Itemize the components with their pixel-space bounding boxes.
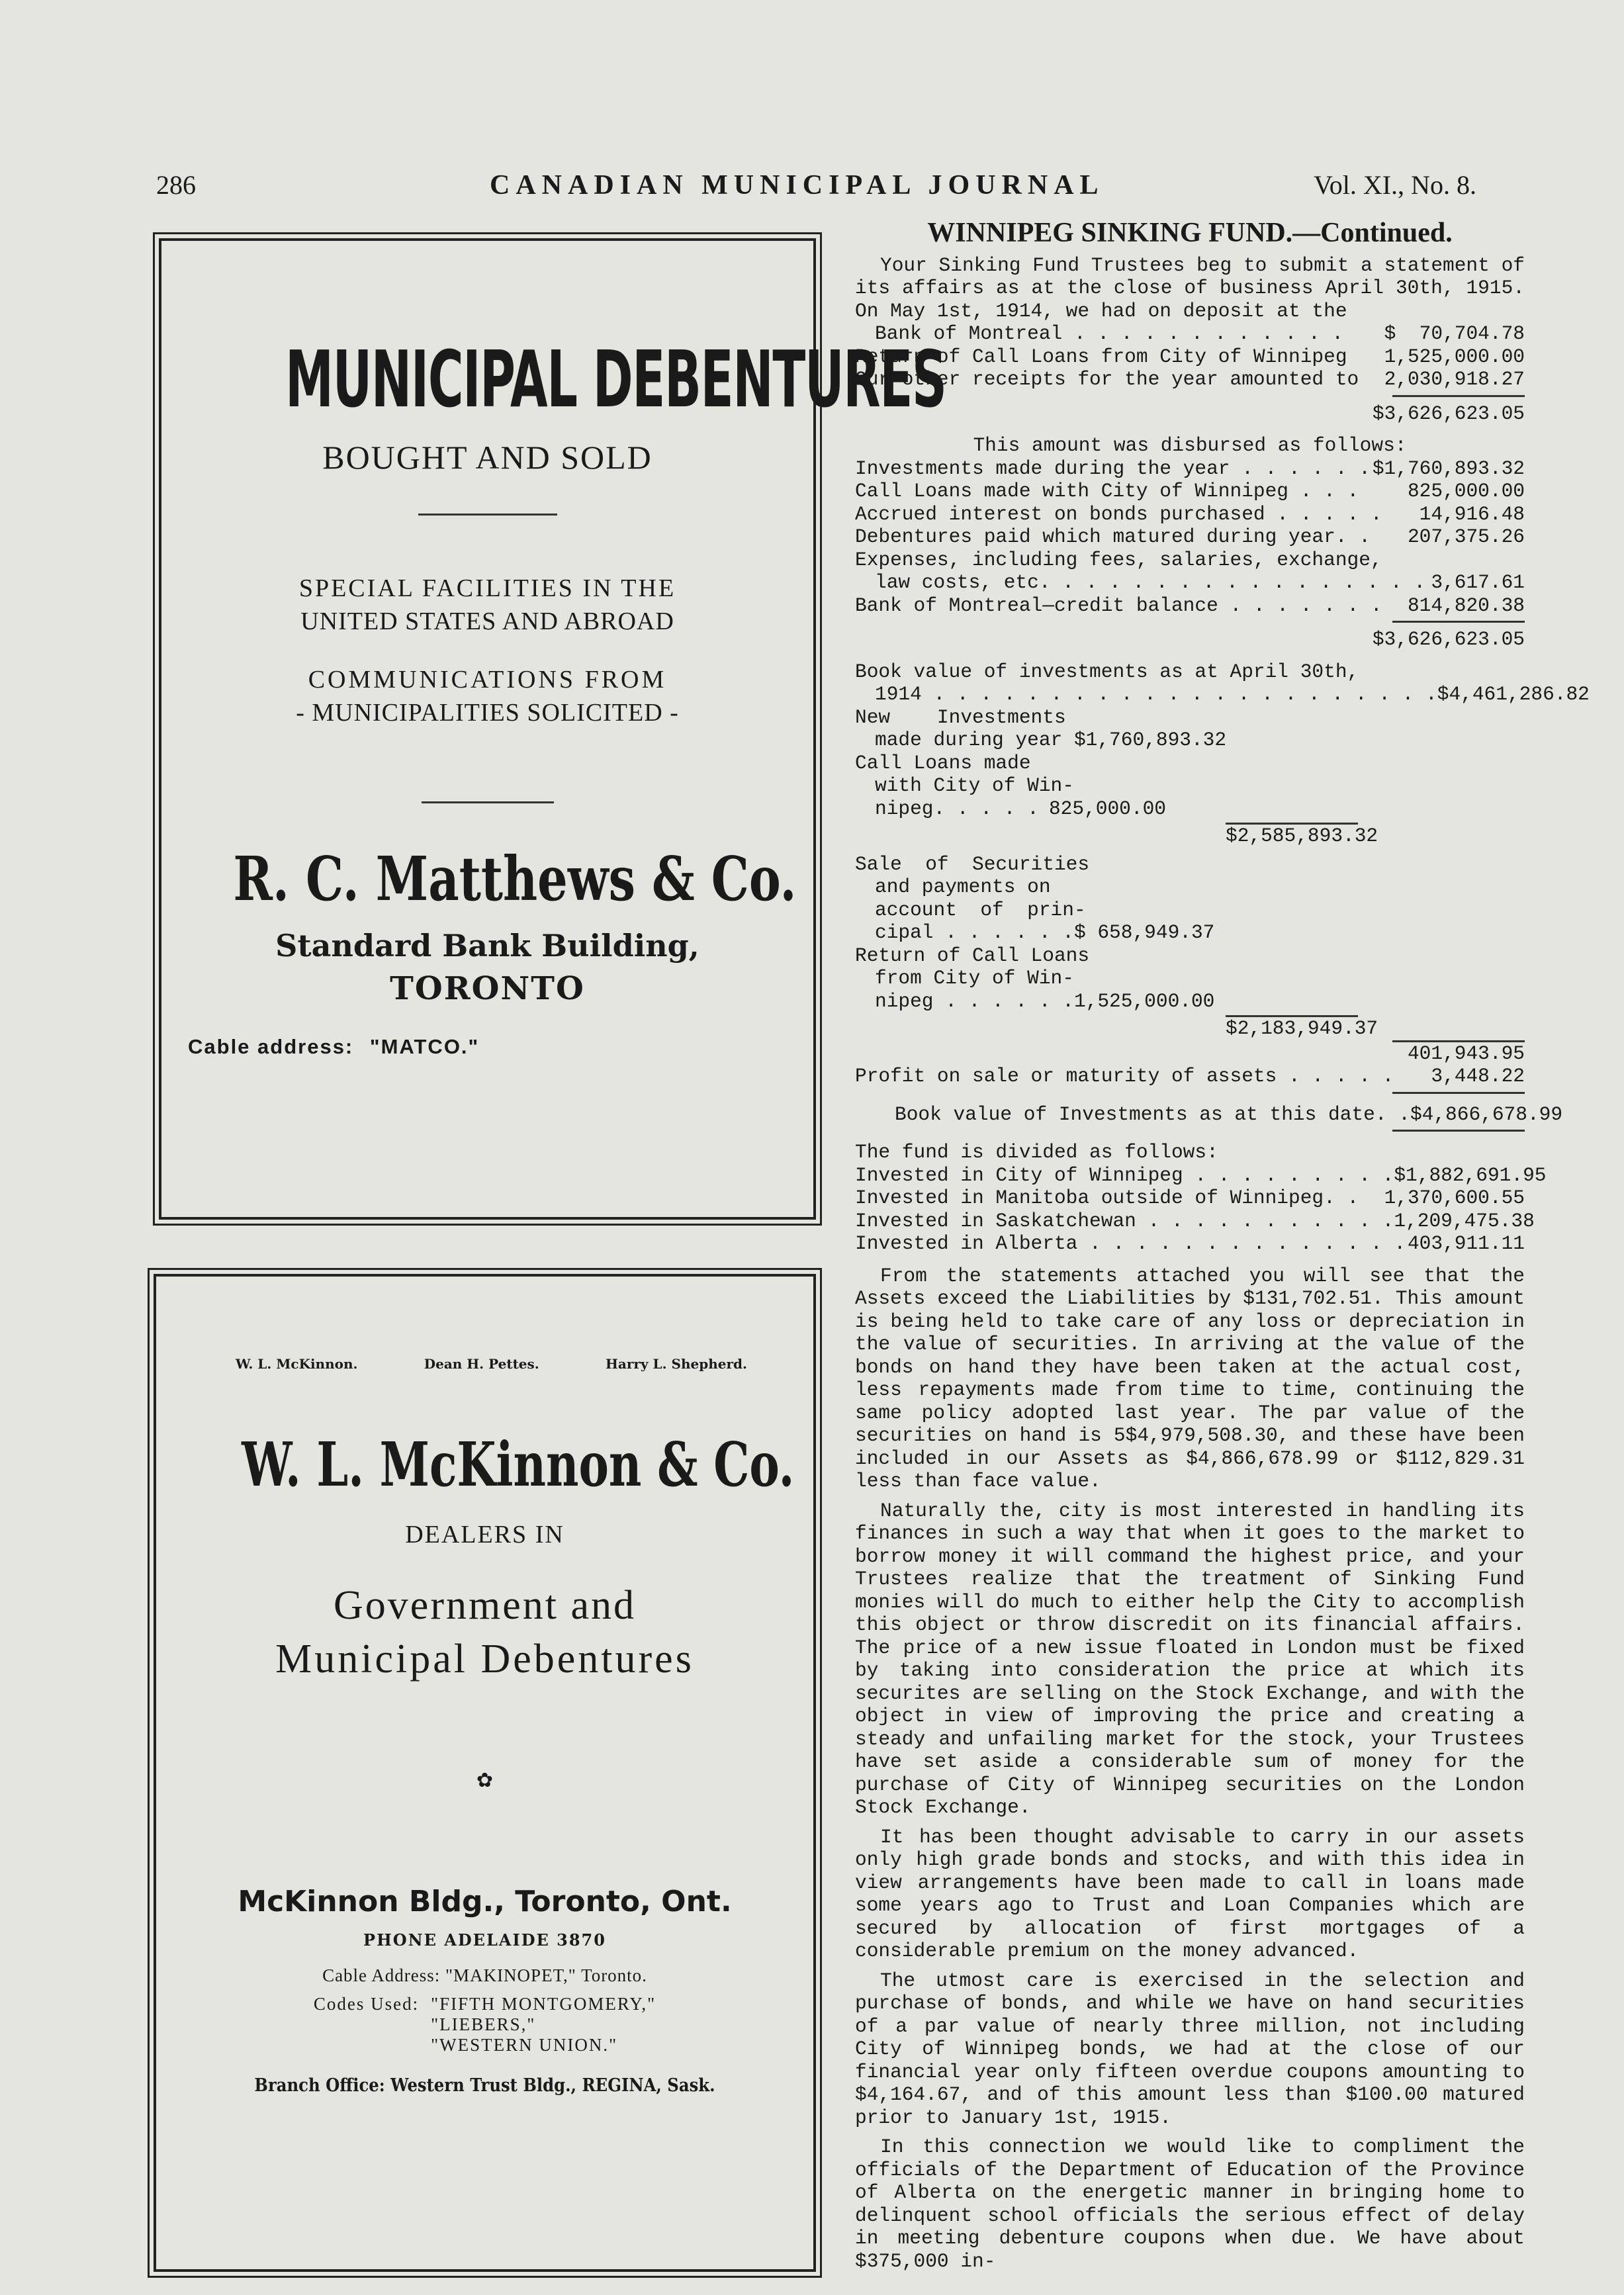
ledger-row: 401,943.95 xyxy=(1407,1042,1525,1065)
ledger-total: $3,626,623.05 xyxy=(1372,628,1525,651)
article-paragraph: The utmost care is exercised in the selection and purchase of bonds, and while we have on hand securities of a par value of nearly three million, not including City of Winnipeg bonds, we had at the close of our financial year only fifteen overdue coupons amounting to $4,164.67, and of this amount less than $100.00 matured prior to January 1st, 1915. xyxy=(855,1969,1525,2129)
sale-of-securities: Sale of Securities and payments on account of prin- cipal . . . . . .$ 658,949.37 xyxy=(855,852,1215,944)
ornament-icon: ✿ xyxy=(476,1770,494,1791)
article-heading xyxy=(855,218,1525,248)
article-paragraph: In this connection we would like to compliment the officials of the Department of Education of the Province of Alberta on the energetic manner in bringing home to delinquent school officials the serious effect of delay in meeting debenture coupons when due. We have about $375,000 in- xyxy=(855,2136,1525,2272)
ad-line: UNITED STATES AND ABROAD xyxy=(300,608,674,635)
ledger-row: Invested in Alberta . . . . . . . . . . . . . . 403,911.11 xyxy=(855,1232,1525,1255)
ledger-row: Profit on sale or maturity of assets . . . . . 3,448.22 xyxy=(855,1065,1525,1087)
cable-address: Cable Address: "MAKINOPET," Toronto. xyxy=(322,1965,647,1985)
ad-line: Government and xyxy=(334,1583,636,1628)
firm-name: W. L. McKinnon & Co. xyxy=(242,1429,795,1500)
ledger-row: law costs, etc. . . . . . . . . . . . . . . . . 3,617.61 xyxy=(875,571,1525,594)
advertisement-matthews xyxy=(159,238,946,1220)
subtotal: $2,585,893.32 xyxy=(1226,825,1378,847)
new-investments: New Investments made during year $1,760,893.32 xyxy=(855,705,1227,751)
page-number: 286 xyxy=(156,170,196,200)
call-loans: Call Loans made with City of Win- nipeg. . . . . 825,000.00 xyxy=(855,751,1166,820)
cable-value: "MATCO." xyxy=(369,1035,480,1058)
partner-name: Harry L. Shepherd. xyxy=(606,1356,747,1372)
dealers-in: DEALERS IN xyxy=(405,1521,564,1549)
ledger-row: Debentures paid which matured during year. . 207,375.26 xyxy=(855,525,1525,548)
partner-name: W. L. McKinnon. xyxy=(236,1356,358,1372)
ad-subhead: BOUGHT AND SOLD xyxy=(322,439,653,476)
ledger-row: Bank of Montreal . . . . . . . . . . . . $ 70,704.78 xyxy=(875,322,1525,345)
ad-line: SPECIAL FACILITIES IN THE xyxy=(298,574,676,602)
advertisement-mckinnon xyxy=(154,1274,816,2272)
cable-address xyxy=(188,1035,813,1059)
branch-office: Branch Office: Western Trust Bldg., REGINA, Sask. xyxy=(254,2075,715,2096)
ledger-total: $3,626,623.05 xyxy=(1372,402,1525,425)
subtotal: $2,183,949.37 xyxy=(1226,1017,1378,1040)
code-item: "LIEBERS," xyxy=(431,2014,536,2034)
ledger-row: Our other receipts for the year amounted to 2,030,918.27 xyxy=(855,368,1525,390)
ad-line: Municipal Debentures xyxy=(275,1637,694,1682)
article-intro: Your Sinking Fund Trustees beg to submit a statement of its affairs as at the close of business April 30th, 1915. On May 1st, 1914, we had on deposit at the xyxy=(855,253,1525,322)
sum-rule xyxy=(1392,621,1525,623)
code-item: "FIFTH MONTGOMERY," xyxy=(431,1994,656,2014)
article-paragraph: From the statements attached you will see that the Assets exceed the Liabilities by $131,702.51. This amount is being held to take care of any loss or depreciation in the value of securities. In arriving at the value of the bonds on hand they have been taken at the actual cost, less repayments made from time to time, continuing the same policy adopted last year. The par value of the securities on hand is 5$4,979,508.30, and these have been included in our Assets as $4,866,678.99 or $112,829.31 less than face value. xyxy=(855,1264,1525,1492)
firm-name: R. C. Matthews & Co. xyxy=(233,843,797,915)
ledger-row: Expenses, including fees, salaries, exchange, xyxy=(855,548,1382,571)
ledger-row: 1914 . . . . . . . . . . . . . . . . . . . . . . $4,461,286.82 xyxy=(875,683,1590,705)
divider xyxy=(418,514,557,516)
firm-city: TORONTO xyxy=(390,970,585,1007)
ledger-row: Invested in Saskatchewan . . . . . . . . . . . 1,209,475.38 xyxy=(855,1209,1535,1232)
ledger-row: Invested in Manitoba outside of Winnipeg. . 1,370,600.55 xyxy=(855,1187,1525,1209)
ledger-row: Invested in City of Winnipeg . . . . . . . . . $1,882,691.95 xyxy=(855,1163,1547,1187)
journal-title: CANADIAN MUNICIPAL JOURNAL xyxy=(490,170,1105,201)
ledger-row: Return of Call Loans from City of Winnipeg 1,525,000.00 xyxy=(855,345,1525,368)
volume-issue: Vol. XI., No. 8. xyxy=(1314,170,1476,200)
article-paragraph: It has been thought advisable to carry in our assets only high grade bonds and stocks, and with this idea in view arrangements have been made to call in loans made some years ago to Trust and Loan Companies which are secured by allocation of first mortgages of a considerable premium on the money advanced. xyxy=(855,1825,1525,1962)
partner-name: Dean H. Pettes. xyxy=(424,1356,539,1372)
sum-rule xyxy=(1392,395,1525,397)
partners xyxy=(156,1277,813,1372)
ledger-row: Accrued interest on bonds purchased . . . . . 14,916.48 xyxy=(855,502,1525,525)
code-item: "WESTERN UNION." xyxy=(431,2035,618,2055)
ledger-row: Call Loans made with City of Winnipeg . . . 825,000.00 xyxy=(855,480,1525,502)
article-heading-text: WINNIPEG SINKING FUND.—Continued. xyxy=(927,218,1453,248)
ledger-row: Bank of Montreal—credit balance . . . . . . . 814,820.38 xyxy=(855,594,1525,617)
disbursed-intro: This amount was disbursed as follows: xyxy=(973,434,1407,457)
firm-address: McKinnon Bldg., Toronto, Ont. xyxy=(238,1885,732,1918)
divided-intro: The fund is divided as follows: xyxy=(855,1141,1218,1163)
ad-headline: MUNICIPAL DEBENTURES xyxy=(285,334,946,425)
article-paragraph: Naturally the, city is most interested in handling its finances in such a way that when it goes to the market to borrow money it will command the highest price, and your Trustees realize that the treatment of Sinking Fund monies will do much to either help the City to accomplish this object or throw discredit on its financial affairs. The price of a new issue floated in London must be fixed by taking into consideration the price at which its securites are selling on the Stock Exchange, and with the object in view of improving the price and creating a steady and unfailing market for the stock, your Trustees have set aside a considerable sum of money for the purchase of City of Winnipeg securities on the London Stock Exchange. xyxy=(855,1499,1525,1819)
return-call-loans: Return of Call Loans from City of Win- nipeg . . . . . .1,525,000.00 xyxy=(855,944,1215,1012)
ad-line: COMMUNICATIONS FROM xyxy=(308,666,667,694)
firm-building: Standard Bank Building, xyxy=(275,928,699,964)
codes-label: Codes Used: xyxy=(313,1994,420,2014)
book-value-label: Book value of investments as at April 30th, xyxy=(855,660,1359,683)
codes-used xyxy=(156,1994,813,2055)
article-winnipeg-sinking-fund xyxy=(855,218,1590,2272)
phone: PHONE ADELAIDE 3870 xyxy=(363,1930,606,1950)
ledger-row: Investments made during the year . . . . . . $1,760,893.32 xyxy=(855,457,1525,480)
ledger-total: Book value of Investments as at this date. . $4,866,678.99 xyxy=(895,1102,1563,1126)
ad-line: - MUNICIPALITIES SOLICITED - xyxy=(296,699,679,727)
cable-label: Cable address: xyxy=(188,1035,354,1058)
divider xyxy=(422,801,554,803)
